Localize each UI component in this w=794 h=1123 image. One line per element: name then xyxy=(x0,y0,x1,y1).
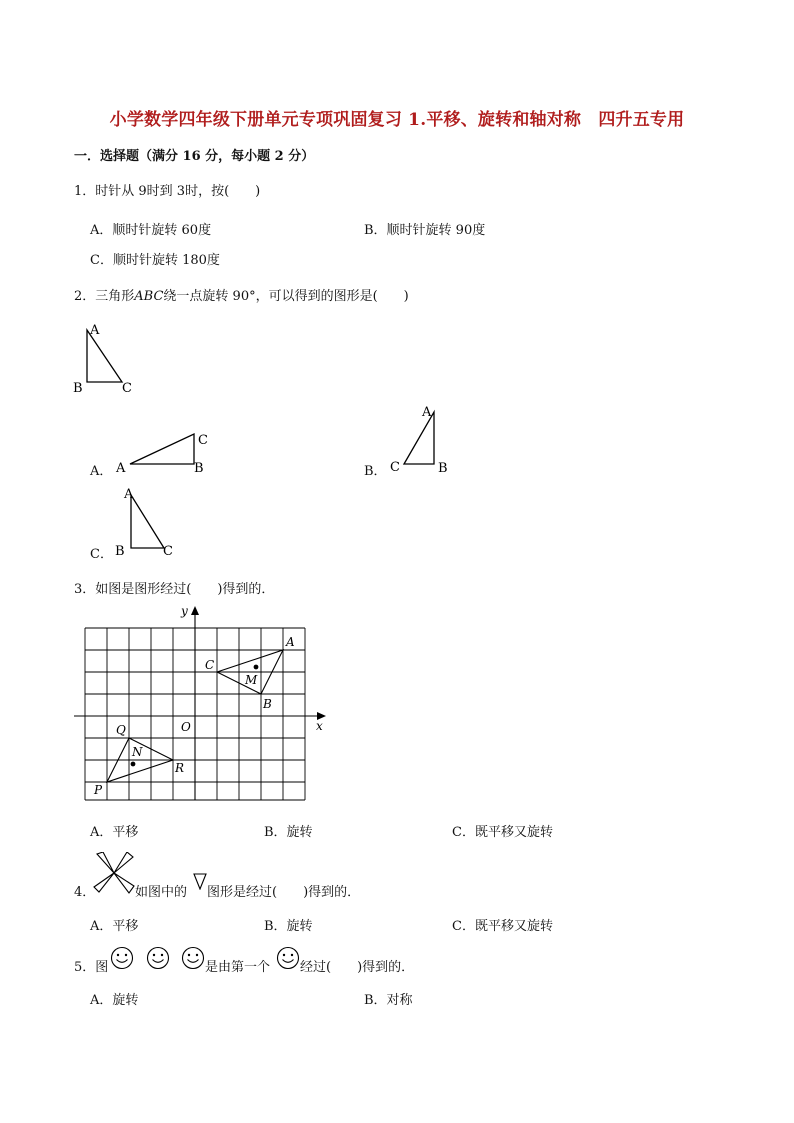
q2-option-b: B． xyxy=(364,464,387,479)
q3-label-c: C xyxy=(205,658,215,672)
q4-prefix: 4． xyxy=(74,885,96,900)
q2-c-label-c: C xyxy=(163,544,173,559)
q4-option-c: C．既平移又旋转 xyxy=(452,919,553,934)
q3-option-c: C．既平移又旋转 xyxy=(452,825,553,840)
q4-mid: 如图中的 xyxy=(135,885,188,900)
smiley-icon xyxy=(110,946,134,970)
q5-option-a: A．旋转 xyxy=(90,993,139,1008)
q3-label-p: P xyxy=(94,783,103,797)
q2-option-c: C． xyxy=(90,547,113,562)
pinwheel-icon xyxy=(93,852,135,894)
q3-point-n xyxy=(131,762,136,767)
q2-option-c-triangle xyxy=(112,482,182,562)
q4-suffix: 图形是经过( )得到的． xyxy=(207,885,361,900)
q2-orig-label-b: B xyxy=(73,381,83,396)
q2-a-label-b: B xyxy=(194,461,204,476)
smiley-icon xyxy=(276,946,300,970)
section-heading: 一．选择题（满分 16 分，每小题 2 分） xyxy=(74,149,315,164)
page-title: 小学数学四年级下册单元专项巩固复习 1.平移、旋转和轴对称 四升五专用 xyxy=(109,110,685,130)
smiley-icon xyxy=(181,946,205,970)
q2-orig-label-c: C xyxy=(122,381,132,396)
q3-label-r: R xyxy=(175,761,185,775)
q3-label-n: N xyxy=(132,745,143,759)
q5-suffix: 经过( )得到的． xyxy=(300,960,415,975)
q2-option-b-triangle xyxy=(386,400,456,478)
q1-option-c: C．顺时针旋转 180度 xyxy=(90,253,220,268)
q2-original-triangle xyxy=(70,318,140,398)
q3-label-o: O xyxy=(181,720,191,734)
q5-option-b: B．对称 xyxy=(364,993,413,1008)
q3-label-m: M xyxy=(245,673,258,687)
q3-label-x: x xyxy=(316,719,323,733)
q2-b-label-b: B xyxy=(438,461,448,476)
q2-option-a-triangle xyxy=(112,426,216,478)
q3-option-b: B．旋转 xyxy=(264,825,313,840)
q2-b-label-c: C xyxy=(390,460,400,475)
q4-option-a: A．平移 xyxy=(90,919,139,934)
q2-a-label-a: A xyxy=(116,461,126,476)
smiley-icon xyxy=(146,946,170,970)
q4-option-b: B．旋转 xyxy=(264,919,313,934)
q2-a-label-c: C xyxy=(198,433,208,448)
q2-option-a: A． xyxy=(90,464,113,479)
q2-b-label-a: A xyxy=(422,405,432,420)
q1-option-a: A．顺时针旋转 60度 xyxy=(90,223,212,238)
q2-c-label-a: A xyxy=(124,487,134,502)
question-1: 1．时针从 9时到 3时，按( ) xyxy=(74,184,261,199)
q3-label-q: Q xyxy=(116,723,126,737)
q2-prefix: 2．三角形 xyxy=(74,289,135,304)
q3-option-a: A．平移 xyxy=(90,825,139,840)
triangle-down-icon xyxy=(193,872,207,890)
q1-option-b: B．顺时针旋转 90度 xyxy=(364,223,486,238)
q5-prefix: 5．图 xyxy=(74,960,109,975)
q3-grid-figure xyxy=(70,600,340,810)
q2-c-label-b: B xyxy=(115,544,125,559)
q2-orig-label-a: A xyxy=(90,323,100,338)
q5-mid: 是由第一个 xyxy=(205,960,271,975)
q2-triangle-name: ABC xyxy=(134,289,164,304)
q3-y-arrow xyxy=(191,606,199,615)
q3-label-b: B xyxy=(263,697,272,711)
q3-label-a: A xyxy=(286,635,295,649)
q3-point-m xyxy=(254,665,259,670)
question-3: 3．如图是图形经过( )得到的． xyxy=(74,582,275,597)
question-2 xyxy=(74,285,409,304)
q2-suffix: 绕一点旋转 90°，可以得到的图形是( ) xyxy=(163,289,409,304)
q3-label-y: y xyxy=(181,604,188,618)
